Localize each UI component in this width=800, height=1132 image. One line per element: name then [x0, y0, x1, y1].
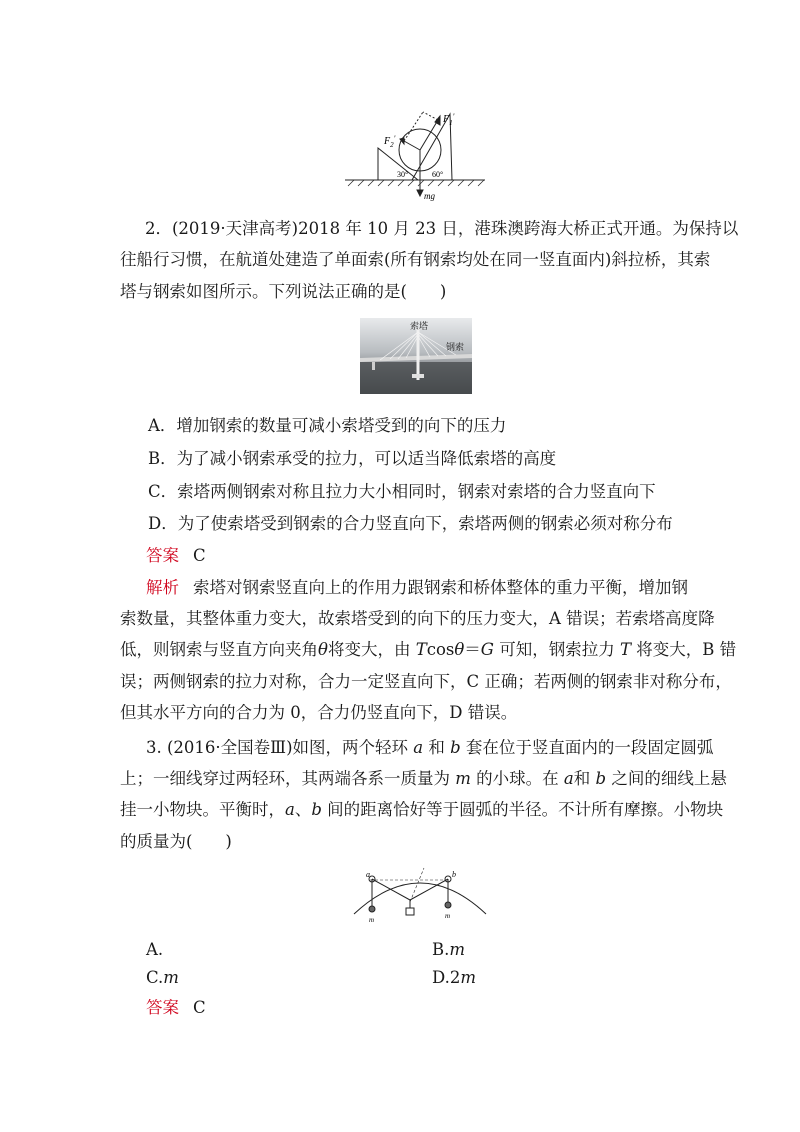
mg-label: mg [424, 191, 435, 201]
q2-option-c: C．索塔两侧钢索对称且拉力大小相同时，钢索对索塔的合力竖直向下 [148, 482, 656, 501]
answer-label: 答案 [146, 546, 179, 565]
q2-answer [146, 546, 711, 566]
q2-option-b: B．为了减小钢索承受的拉力，可以适当降低索塔的高度 [148, 449, 557, 468]
q2-stem-line-1: 2．(2019·天津高考)2018 年 10 月 23 日，港珠澳跨海大桥正式开通。为保持以 [145, 219, 739, 238]
q3-stem-line-2: 上；一细线穿过两轻环，其两端各系一质量为 m 的小球。在 a和 b 之间的细线上悬 [120, 769, 727, 788]
q2-option-d: D．为了使索塔受到钢索的合力竖直向下，索塔两侧的钢索必须对称分布 [148, 514, 673, 533]
label-m-left: m [369, 916, 375, 924]
angle-60-label: 60° [432, 170, 444, 179]
arc-rings-figure [352, 866, 488, 930]
q3-option-b: B.m [432, 940, 466, 959]
bridge-photo [360, 318, 472, 394]
center-dash [410, 868, 424, 902]
parallelogram-dash [404, 112, 423, 141]
f1-label: $F_1'$ [443, 112, 455, 127]
cable-label: 钢索 [446, 342, 465, 352]
q2-analysis-line-1: 解析 索塔对钢索竖直向上的作用力跟钢索和桥体整体的重力平衡，增加钢 [146, 578, 688, 597]
answer-value: C [193, 546, 206, 565]
q3-answer [146, 998, 711, 1018]
incline-ball-figure [340, 98, 500, 202]
q2-stem-line-2: 往船行习惯，在航道处建造了单面索(所有钢索均处在同一竖直面内)斜拉桥，其索 [120, 250, 711, 269]
q3-option-a: A. [146, 940, 164, 959]
q2-analysis-line-5: 但其水平方向的合力为 0，合力仍竖直向下，D 错误。 [120, 703, 518, 722]
q3-option-d: D.2m [432, 968, 477, 987]
parallelogram-dash [423, 112, 438, 120]
f2-line [404, 141, 420, 150]
q2-option-a: A．增加钢索的数量可减小索塔受到的向下的压力 [148, 416, 507, 435]
q3-stem-line-3: 挂一小物块。平衡时，a、b 间的距离恰好等于圆弧的半径。不计所有摩擦。小物块 [120, 800, 724, 819]
f2-label: $F_2'$ [384, 134, 396, 149]
q2-analysis-line-2: 索数量，其整体重力变大，故索塔受到的向下的压力变大，A 错误；若索塔高度降 [120, 609, 715, 628]
thread [372, 879, 448, 900]
block [406, 908, 414, 915]
q2-analysis-line-3: 低，则钢索与竖直方向夹角θ将变大，由 Tcosθ＝G 可知，钢索拉力 T 将变大，B 错 [120, 640, 737, 659]
q3-stem-line-4: 的质量为( ) [120, 832, 232, 851]
q3-option-c: C.m [146, 968, 179, 987]
label-b: b [452, 870, 456, 879]
label-m-right: m [445, 912, 451, 920]
q3-stem-line-1: 3. (2016·全国卷Ⅲ)如图，两个轻环 a 和 b 套在位于竖直面内的一段固定圆弧 [146, 738, 714, 757]
answer-label: 答案 [146, 998, 179, 1017]
q2-analysis-line-4: 误；两侧钢索的拉力对称，合力一定竖直向下，C 正确；若两侧的钢索非对称分布， [120, 672, 732, 691]
analysis-label: 解析 [146, 578, 179, 597]
answer-value: C [193, 998, 206, 1017]
label-a: a [366, 870, 370, 879]
tower-label: 索塔 [410, 321, 429, 331]
gravity-arrow [417, 190, 423, 196]
left-ball [369, 906, 375, 912]
right-ball [445, 902, 451, 908]
ground-hatch [348, 180, 484, 186]
q2-stem-line-3: 塔与钢索如图所示。下列说法正确的是( ) [120, 282, 447, 301]
angle-30-label: 30° [397, 170, 409, 179]
